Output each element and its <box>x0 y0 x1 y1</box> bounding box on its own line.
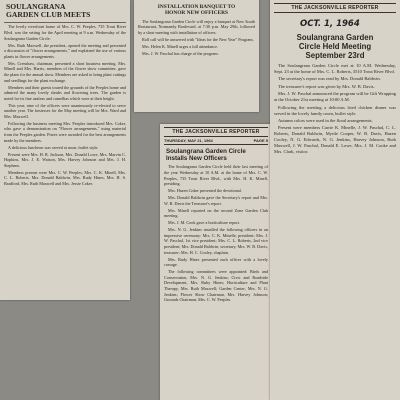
page-number: PAGE 5 <box>253 138 268 143</box>
paragraph: Mrs. J. W. Paschal announced the program will be Gift Wrapping at the October 21st meeting at 10:00 A.M. <box>274 91 396 103</box>
clipping-headline <box>160 148 272 162</box>
headline-line: GARDEN CLUB MEETS <box>6 10 91 20</box>
paragraph: Following the meeting a delicious fried chicken dinner was served in the lovely family room, buffet style. <box>274 104 396 116</box>
paragraph: Mrs. J. M. Cook gave a horticulture report. <box>168 220 240 226</box>
paragraph: Members present were Mrs. C. W. Peeples, Mrs. C. K. Minell, Mrs. C. L. Roberts, Mrs. Donald Baldwin, Mrs. Rudy Hines, Mrs. H. S. Bradford, Mrs. Ruth Maxwell and Mrs. Jessie Coker. <box>4 169 126 186</box>
headline-line: HONOR NEW OFFICERS <box>164 10 229 17</box>
paragraph: Mrs. Hazen Coker presented the devotional. <box>168 188 242 194</box>
paragraph: Mrs. N. G. Jenkins installed the following officers in an impressive ceremony: Mrs. C. K. Minelle, president; Mrs. J. W. Paschal, 1st vice president; Mrs. C. L. Roberts, 2nd vice president; Mrs. Donald Baldwin, secretary; Mrs. W. B. Davis, treasurer; Mrs. H. C. Cooley, chaplain. <box>164 227 268 255</box>
paragraph: Members and their guests toured the grounds of the Peeples home and admired the many lovely shrubs and flowering trees. The garden is noted for its fine azaleas and camellias which were at their height. <box>4 84 126 101</box>
headline-line: INSTALLATION BANQUET TO <box>157 4 236 10</box>
date-text: THURSDAY, MAY 21, 1964 <box>164 138 213 143</box>
paragraph: Mrs. Ruth Maxwell, the president, opened the meeting and presented a discussion of "flower arrangements," and explained the use of various plants in flower arrangements. <box>4 42 126 59</box>
paragraph: Autumn colors were used in the floral arrangements. <box>278 117 373 123</box>
paragraph: Mrs. Donald Baldwin gave the Secretary's report and Mrs. W. B. Davis the Treasurer's report. <box>164 195 268 206</box>
paragraph: Mrs. Minell reported on the second Zone Garden Club meeting. <box>164 207 268 219</box>
handwritten-date: OCT. 1, 1964 <box>300 19 360 29</box>
dateline <box>164 138 268 145</box>
clipping-body <box>270 63 400 155</box>
clipping-body <box>0 24 130 186</box>
paragraph: Mrs. Crenshaw, chairman, presented a short business meeting. Mrs. Minell and Mrs. Harris, members of the flower show committee, gave the plans for the annual show. Members are asked to bring plant cuttings and seedlings for the plant exchange. <box>4 60 126 83</box>
clipping-september-meeting <box>270 0 400 400</box>
paragraph: The lovely riverfront home of Mrs. C. W. Peeples, 735 Trout River Blvd. was the setting for the April meeting at 9 a.m. Wednesday of the Soulangrana Garden Circle. <box>4 24 126 41</box>
headline-line: Soulangrana Garden Circle <box>166 148 246 155</box>
paragraph: Roll call will be answered with "Ideas for the New Year" Program. <box>142 36 254 42</box>
clipping-garden-club-meets <box>0 0 130 300</box>
paragraph: Mrs. Rudy Hines presented each officer with a lovely corsage. <box>164 256 268 268</box>
headline-line: September 23rd <box>305 51 365 60</box>
headline-line: SOULANGRANA <box>6 2 66 11</box>
paragraph: The Soulangrana Garden Circle will enjoy a banquet at New South Restaurant, Normandy Boulevard, at 7:30 p.m. May 29th, followed by a short meeting with installation of officers. <box>138 18 255 35</box>
paragraph: Present were Mrs. H. R. Jackson, Mrs. Donald Lowe, Mrs. Marvin C. Hopkins, Mrs. J. E. Watson, Mrs. Harvey Johnson and Mrs. J. H. Stephens. <box>4 151 126 168</box>
divider <box>4 22 126 23</box>
paragraph: A delicious luncheon was served at noon, buffet style. <box>8 144 99 150</box>
newspaper-masthead: THE JACKSONVILLE REPORTER <box>164 127 268 137</box>
paragraph: Present were members Carrie K. Minelle, J. W. Paschal, C. L. Roberts, Donald Baldwin, Myrtle Cooper, W. B. Davis, Hazen Cooley, N. G. Edwards, N. G. Jenkins, Harvey Johnson, Ruth Maxwell, J. W. Paschal, Donald E. Lowe, Mrs. J. M. Cooke and Mrs. Clark, visitor. <box>274 125 396 155</box>
clipping-headline <box>0 0 130 20</box>
clipping-headline <box>134 0 259 17</box>
headline-line: Installs New Officers <box>166 155 227 163</box>
paragraph: The Soulangrana Garden Circle held their last meeting of the year Wednesday at 10 A.M. at the home of Mrs. C. W. Peeples, 735 Trout River Blvd., with Mrs. H. K. Minell, presiding. <box>164 164 268 187</box>
paragraph: The treasurer's report was given by Mrs. W. B. Davis. <box>278 83 375 89</box>
paragraph: The following committees were appointed: Birds and Conservation, Mrs. N. G. Jenkins; Civic and Roadside Development, Mrs. Ruby Hines; Horticulture and Plant Therapy, Mrs. Ruth Maxwell; Garden Center, Mrs. N. G. Jenkins; Flower Show Chairman, Mrs. Harvey Johnson; Grounds Chairman, Mrs. C. W. Peeples. <box>164 269 268 303</box>
paragraph: Mrs. Helen K. Minell urges a full attendance. <box>142 43 218 49</box>
clipping-body <box>134 19 259 57</box>
newspaper-masthead: THE JACKSONVILLE REPORTER <box>274 3 396 13</box>
paragraph: The Soulangrana Garden Circle met at 10 A.M. Wednesday, Sept. 23 at the home of Mrs. C. L. Roberts, 3510 Trout River Blvd. <box>274 63 396 74</box>
clipping-installation-banquet <box>134 0 259 112</box>
paragraph: Mrs. J. W. Paschal has charge of the program. <box>142 50 219 56</box>
clipping-body <box>160 164 272 302</box>
clipping-installs-new-officers <box>160 124 272 400</box>
headline-line: Soulangrana Garden <box>296 33 374 42</box>
paragraph: Following the business meeting Mrs. Peeples introduced Mrs. Coker, who gave a demonstration on "Flower arrangements," using material from the Peeples garden. Prizes were awarded for the best arrangements made by the members. <box>4 120 126 143</box>
clipping-headline <box>270 33 400 60</box>
headline-line: Circle Held Meeting <box>298 42 372 51</box>
paragraph: This year, nine of the officers were unanimously re-elected to serve another year. The hostesses for the May meeting will be Mrs. Ward and Mrs. Maxwell. <box>4 102 126 119</box>
paragraph: The secretary's report was read by Mrs. Donald Baldwin. <box>278 76 381 82</box>
